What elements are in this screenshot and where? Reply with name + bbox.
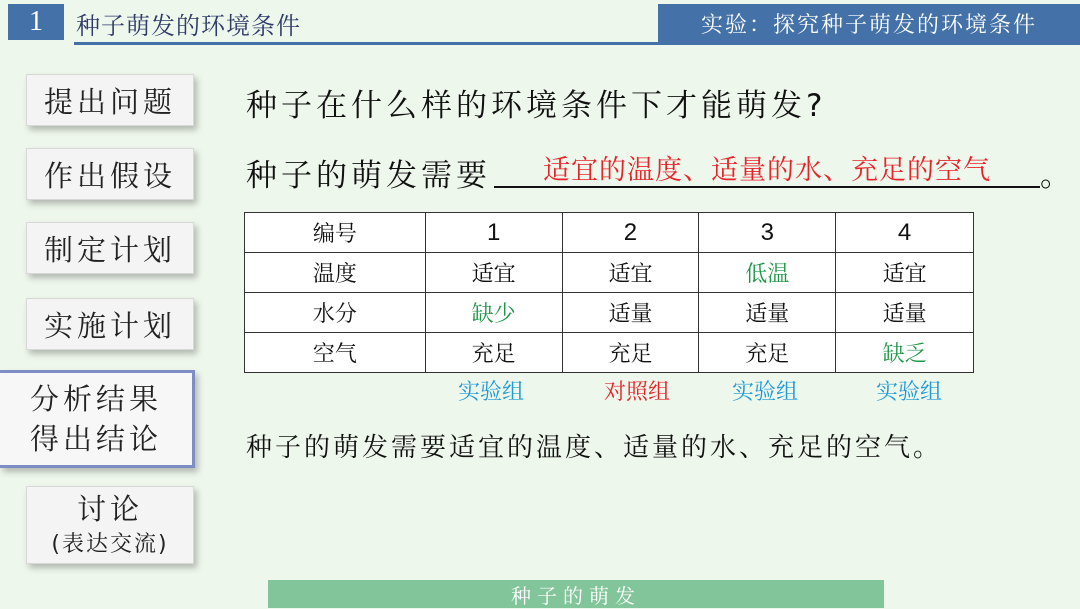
table-header-cell: 4 bbox=[836, 213, 974, 253]
experiment-banner: 实验：探究种子萌发的环境条件 bbox=[658, 4, 1080, 42]
table-cell: 充足 bbox=[562, 333, 699, 373]
sidebar-item-raise-question[interactable] bbox=[26, 74, 194, 126]
table-header-cell: 2 bbox=[562, 213, 699, 253]
table-header-cell: 3 bbox=[699, 213, 836, 253]
sidebar-item-label: 作出假设 bbox=[43, 158, 176, 193]
sidebar-item-label: 讨论 bbox=[76, 492, 143, 526]
sidebar-item-label: 实施计划 bbox=[43, 308, 176, 343]
conclusion-text: 种子的萌发需要适宜的温度、适量的水、充足的空气。 bbox=[246, 433, 943, 463]
group-label-experimental: 实验组 bbox=[876, 380, 943, 405]
table-cell: 充足 bbox=[425, 333, 562, 373]
table-header-cell: 1 bbox=[425, 213, 562, 253]
sidebar-item-discussion[interactable] bbox=[26, 486, 194, 564]
experiment-table bbox=[244, 212, 974, 373]
table-row bbox=[245, 333, 974, 373]
table-row-label: 空气 bbox=[245, 333, 426, 373]
table-cell: 适宜 bbox=[425, 253, 562, 293]
table-cell: 适量 bbox=[699, 293, 836, 333]
sidebar-item-implement-plan[interactable] bbox=[26, 298, 194, 350]
top-bar bbox=[0, 0, 1080, 46]
header-divider bbox=[74, 42, 1080, 45]
group-label-experimental: 实验组 bbox=[458, 380, 525, 405]
sidebar-item-label: 制定计划 bbox=[43, 232, 176, 267]
group-label-experimental: 实验组 bbox=[732, 380, 799, 405]
table-cell-variable: 缺乏 bbox=[836, 333, 974, 373]
sidebar-item-label: 提出问题 bbox=[43, 84, 176, 119]
research-question: 种子在什么样的环境条件下才能萌发? bbox=[246, 88, 827, 124]
sidebar-item-make-plan[interactable] bbox=[26, 222, 194, 274]
table-cell: 适量 bbox=[836, 293, 974, 333]
table-header-row bbox=[245, 213, 974, 253]
table-row-label: 温度 bbox=[245, 253, 426, 293]
hypothesis-answer-blank: 适宜的温度、适量的水、充足的空气 bbox=[494, 148, 1040, 188]
table-cell-variable: 低温 bbox=[699, 253, 836, 293]
section-title: 种子萌发的环境条件 bbox=[76, 12, 301, 40]
table-cell: 适宜 bbox=[836, 253, 974, 293]
sidebar-item-label: 分析结果 bbox=[29, 382, 162, 416]
table-cell-variable: 缺少 bbox=[425, 293, 562, 333]
table-cell: 适量 bbox=[562, 293, 699, 333]
sidebar-item-analyze-results[interactable] bbox=[0, 370, 195, 468]
footer-bar: 种子的萌发 bbox=[268, 580, 884, 608]
sidebar-item-label: 得出结论 bbox=[29, 422, 162, 456]
table-cell: 适宜 bbox=[562, 253, 699, 293]
table-row-label: 水分 bbox=[245, 293, 426, 333]
section-number-badge: 1 bbox=[8, 4, 64, 40]
hypothesis-prefix: 种子的萌发需要 bbox=[246, 158, 491, 194]
table-header-cell: 编号 bbox=[245, 213, 426, 253]
sidebar-item-make-hypothesis[interactable] bbox=[26, 148, 194, 200]
table-cell: 充足 bbox=[699, 333, 836, 373]
table-row bbox=[245, 293, 974, 333]
group-label-control: 对照组 bbox=[604, 380, 671, 405]
hypothesis-period: 。 bbox=[1040, 158, 1071, 194]
table-row bbox=[245, 253, 974, 293]
sidebar-item-sublabel: (表达交流) bbox=[51, 532, 169, 557]
